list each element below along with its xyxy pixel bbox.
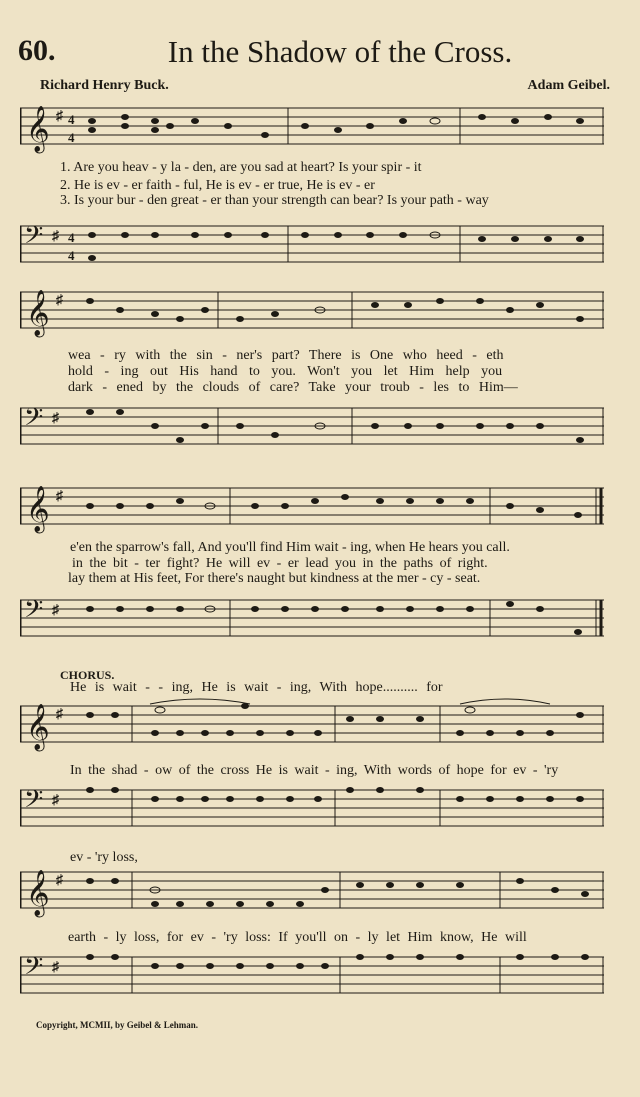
chorus-upper-lyric: ev - 'ry loss, — [70, 850, 138, 865]
hymn-title: In the Shadow of the Cross. — [167, 34, 513, 69]
treble-clef-icon: 𝄞 — [26, 106, 50, 151]
hymn-number: 60. — [18, 34, 56, 67]
svg-text:♯: ♯ — [56, 293, 63, 308]
svg-text:♯: ♯ — [56, 873, 63, 888]
treble-clef-icon: 𝄞 — [26, 290, 50, 335]
lyricist-credit: Richard Henry Buck. — [40, 78, 169, 93]
lyric-line: 3. Is your bur - den great - er than your strength can bear? Is your path - way — [60, 193, 489, 208]
svg-text:♯: ♯ — [52, 411, 59, 426]
svg-text:4: 4 — [68, 248, 75, 263]
svg-text:4: 4 — [68, 230, 75, 245]
bass-staff-3 — [20, 588, 604, 652]
treble-staff-chorus-2 — [20, 860, 604, 924]
bass-staff-1 — [20, 214, 604, 278]
treble-clef-icon: 𝄞 — [26, 870, 50, 915]
svg-text:♯: ♯ — [52, 960, 59, 975]
svg-text:♯: ♯ — [56, 489, 63, 504]
chorus-lower-lyric: earth - ly loss, for ev - 'ry loss: If you'll on - ly let Him know, He will — [68, 930, 527, 945]
treble-staff-2 — [20, 280, 604, 344]
lyric-line: lay them at His feet, For there's naught but kindness at the mer - cy - seat. — [68, 571, 481, 586]
bass-staff-2 — [20, 396, 604, 460]
bass-clef-icon: 𝄢 — [24, 222, 44, 255]
svg-text:♯: ♯ — [52, 603, 59, 618]
treble-staff-1 — [20, 96, 604, 160]
lyric-line: in the bit - ter fight? He will ev - er lead you in the paths of right. — [72, 556, 488, 571]
svg-text:♯: ♯ — [56, 109, 63, 124]
treble-clef-icon: 𝄞 — [26, 704, 50, 749]
bass-staff-chorus-2 — [20, 945, 604, 1009]
composer-credit: Adam Geibel. — [527, 78, 610, 93]
treble-staff-3 — [20, 476, 604, 540]
treble-staff-chorus-1 — [20, 694, 604, 758]
lyric-line: 2. He is ev - er faith - ful, He is ev - er true, He is ev - er — [60, 178, 375, 193]
svg-text:♯: ♯ — [52, 793, 59, 808]
copyright-notice: Copyright, MCMII, by Geibel & Lehman. — [36, 1020, 198, 1030]
chorus-upper-lyric: He is wait - - ing, He is wait - ing, With hope.......... for — [70, 680, 443, 695]
chorus-label: CHORUS. — [60, 668, 115, 682]
svg-text:4: 4 — [68, 130, 75, 145]
lyric-line: wea - ry with the sin - ner's part? There is One who heed - eth — [68, 348, 504, 363]
bass-clef-icon: 𝄢 — [24, 786, 44, 819]
chorus-lower-lyric: In the shad - ow of the cross He is wait - ing, With words of hope for ev - 'ry — [70, 763, 559, 778]
lyric-line: e'en the sparrow's fall, And you'll find Him wait - ing, when He hears you call. — [70, 540, 510, 555]
lyric-line: hold - ing out His hand to you. Won't you let Him help you — [68, 364, 503, 379]
treble-clef-icon: 𝄞 — [26, 486, 50, 531]
svg-text:♯: ♯ — [52, 229, 59, 244]
lyric-line: 1. Are you heav - y la - den, are you sad at heart? Is your spir - it — [60, 160, 422, 175]
lyric-line: dark - ened by the clouds of care? Take your troub - les to Him— — [68, 380, 518, 395]
svg-text:4: 4 — [68, 112, 75, 127]
bass-clef-icon: 𝄢 — [24, 404, 44, 437]
bass-clef-icon: 𝄢 — [24, 953, 44, 986]
svg-text:♯: ♯ — [56, 707, 63, 722]
bass-clef-icon: 𝄢 — [24, 596, 44, 629]
bass-staff-chorus-1 — [20, 778, 604, 842]
